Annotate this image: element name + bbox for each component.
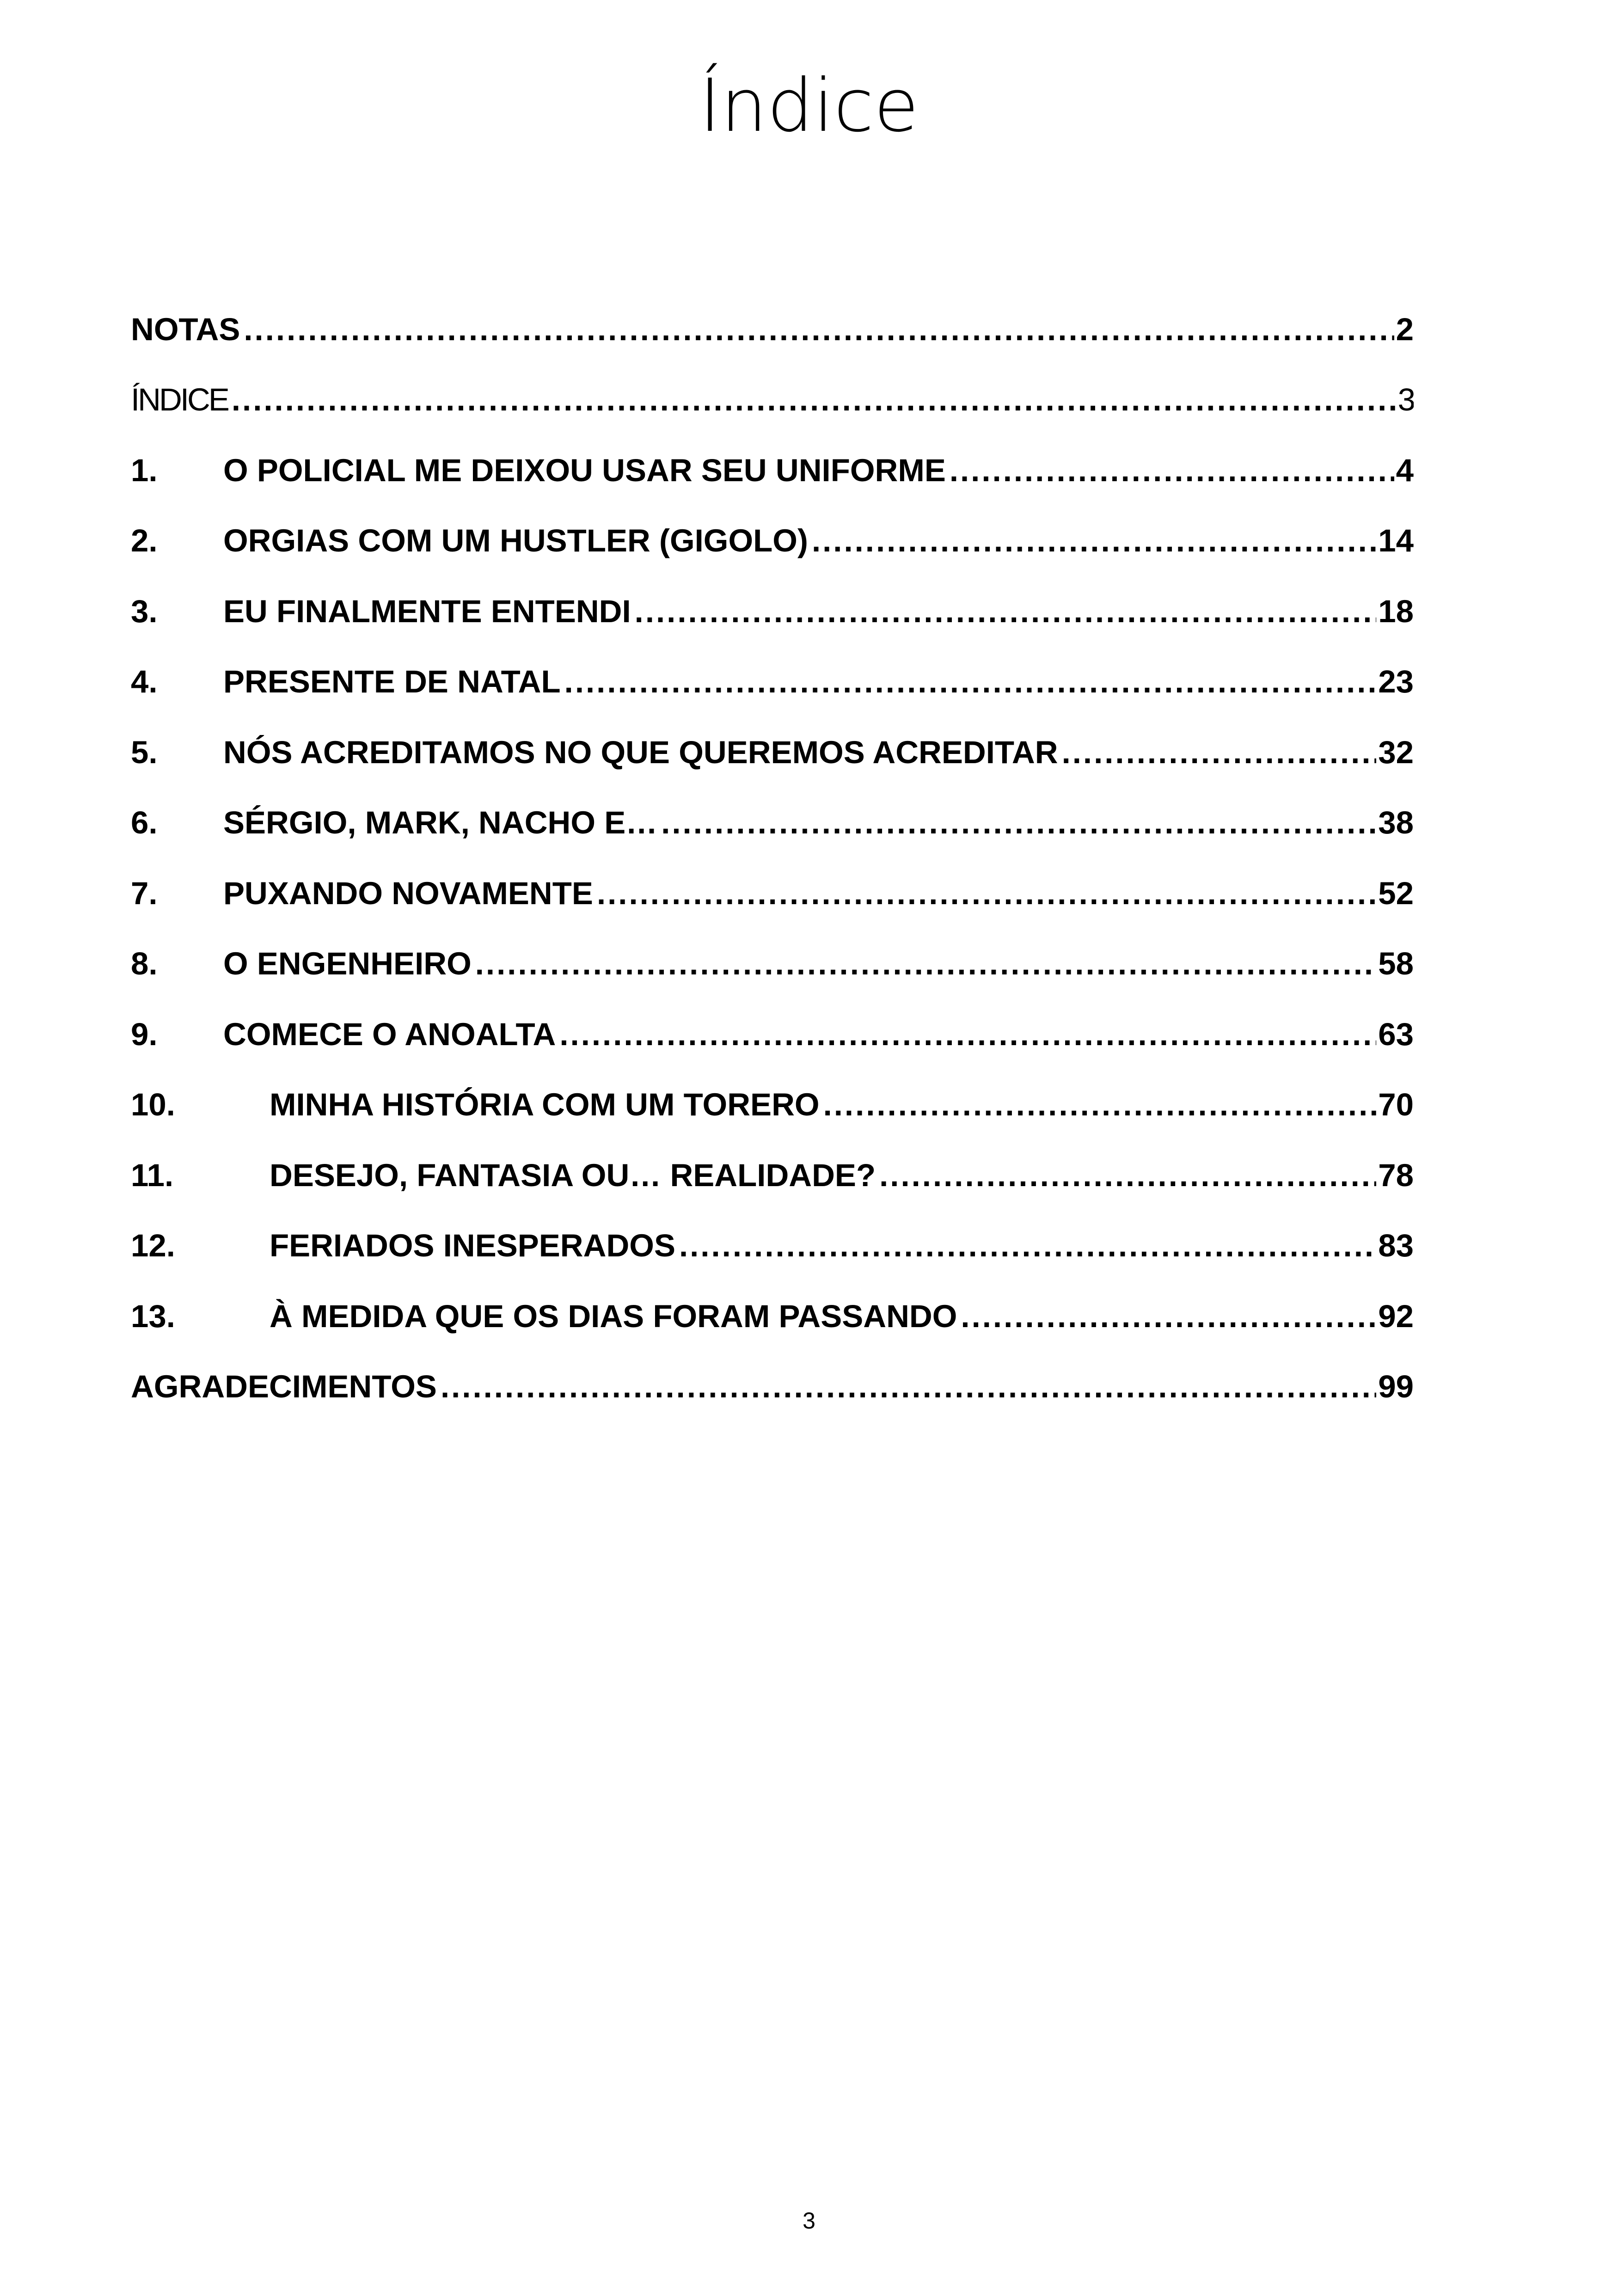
page-number: 3 (803, 2208, 815, 2234)
toc-entry-page: 38 (1378, 805, 1414, 841)
toc-entry-title: PUXANDO NOVAMENTE (223, 875, 593, 911)
toc-entry-page: 99 (1378, 1369, 1414, 1405)
toc-entry[interactable] (131, 506, 1414, 576)
toc-entry-number: 6. (131, 805, 158, 841)
toc-entry-page: 3 (1397, 382, 1414, 418)
toc-entry[interactable] (131, 294, 1414, 365)
toc-entry-title: EU FINALMENTE ENTENDI (223, 593, 631, 629)
toc-entry-page: 58 (1378, 946, 1414, 982)
toc-entry-title: COMECE O ANOALTA (223, 1016, 556, 1052)
toc-entry-page: 18 (1378, 593, 1414, 629)
dot-leader (879, 1157, 1376, 1194)
dot-leader (679, 1227, 1376, 1264)
toc-entry-page: 92 (1378, 1298, 1414, 1334)
dot-leader (564, 663, 1377, 700)
toc-entry-number: 4. (131, 664, 158, 700)
toc-entry-number: 9. (131, 1016, 158, 1052)
toc-entry[interactable] (131, 1070, 1414, 1140)
toc-entry-number: 12. (131, 1228, 175, 1264)
toc-entry-page: 14 (1378, 523, 1414, 559)
dot-leader (1062, 734, 1377, 771)
toc-entry-title: O ENGENHEIRO (223, 946, 472, 982)
toc-entry-title: FERIADOS INESPERADOS (270, 1228, 675, 1264)
toc-entry-number: 3. (131, 593, 158, 629)
toc-entry-title: MINHA HISTÓRIA COM UM TORERO (270, 1087, 820, 1123)
toc-entry-number: 1. (131, 452, 158, 488)
toc-entry-number: 10. (131, 1087, 175, 1123)
toc-entry-title: PRESENTE DE NATAL (223, 664, 561, 700)
toc-entry-page: 4 (1396, 452, 1414, 488)
toc-entry[interactable] (131, 717, 1414, 788)
toc-entry-title: SÉRGIO, MARK, NACHO E… (223, 805, 658, 841)
toc-entry-page: 78 (1378, 1157, 1414, 1193)
toc-entry[interactable] (131, 576, 1414, 647)
toc-entry[interactable] (131, 1281, 1414, 1352)
toc-entry-number: 7. (131, 875, 158, 911)
toc-entry-page: 83 (1378, 1228, 1414, 1264)
dot-leader (441, 1368, 1376, 1405)
toc-entry[interactable] (131, 647, 1414, 717)
dot-leader (950, 452, 1394, 489)
toc-entry-number: 2. (131, 523, 158, 559)
toc-entry-page: 63 (1378, 1016, 1414, 1052)
toc-entry-number: 5. (131, 734, 158, 770)
page-title: Índice (699, 63, 919, 148)
toc-entry[interactable] (131, 365, 1414, 435)
toc-entry-page: 52 (1378, 875, 1414, 911)
toc-entry-page: 23 (1378, 664, 1414, 700)
toc-entry-title: ÍNDICE (131, 382, 228, 418)
toc-entry[interactable] (131, 858, 1414, 929)
toc-entry-number: 8. (131, 946, 158, 982)
dot-leader (475, 945, 1377, 982)
dot-leader (244, 311, 1394, 348)
dot-leader (812, 522, 1376, 559)
toc-entry-title: O POLICIAL ME DEIXOU USAR SEU UNIFORME (223, 452, 946, 488)
toc-entry[interactable] (131, 1140, 1414, 1211)
toc-entry-title: NOTAS (131, 311, 240, 347)
toc-entry[interactable] (131, 1352, 1414, 1422)
toc-entry-title: NÓS ACREDITAMOS NO QUE QUEREMOS ACREDITAR (223, 734, 1058, 770)
toc-entry-title: DESEJO, FANTASIA OU… REALIDADE? (270, 1157, 876, 1193)
toc-entry[interactable] (131, 435, 1414, 506)
dot-leader (661, 804, 1376, 841)
dot-leader (635, 593, 1377, 630)
toc-entry[interactable] (131, 929, 1414, 999)
dot-leader (597, 875, 1376, 912)
dot-leader (961, 1298, 1376, 1335)
toc-entry-page: 32 (1378, 734, 1414, 770)
toc-entry-page: 2 (1396, 311, 1414, 347)
toc-entry[interactable] (131, 1211, 1414, 1281)
table-of-contents (131, 294, 1414, 1422)
toc-entry-title: À MEDIDA QUE OS DIAS FORAM PASSANDO (270, 1298, 957, 1334)
toc-entry[interactable] (131, 788, 1414, 858)
toc-entry-title: ORGIAS COM UM HUSTLER (GIGOLO) (223, 523, 808, 559)
toc-entry-number: 13. (131, 1298, 175, 1334)
toc-entry-title: AGRADECIMENTOS (131, 1369, 437, 1405)
toc-entry[interactable] (131, 999, 1414, 1070)
dot-leader (232, 381, 1396, 418)
dot-leader (823, 1086, 1377, 1123)
toc-entry-page: 70 (1378, 1087, 1414, 1123)
dot-leader (559, 1016, 1376, 1053)
toc-entry-number: 11. (131, 1157, 174, 1193)
